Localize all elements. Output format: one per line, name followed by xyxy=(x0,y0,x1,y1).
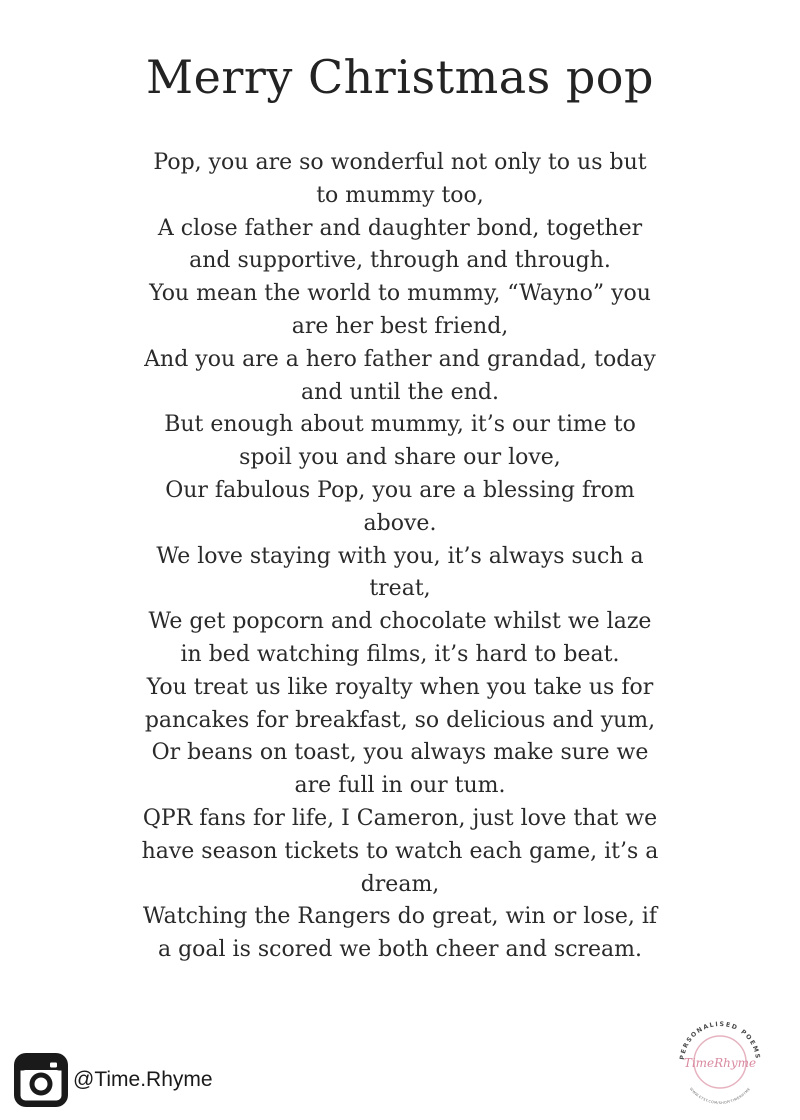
poem-line: pancakes for breakfast, so delicious and yum, xyxy=(144,707,656,733)
poem-line: And you are a hero father and grandad, today xyxy=(144,346,656,372)
poem-line: to mummy too, xyxy=(316,182,484,208)
poem-line: a goal is scored we both cheer and scream. xyxy=(157,937,643,963)
poem-body xyxy=(120,147,680,967)
poem-line: We love staying with you, it’s always such a xyxy=(156,543,644,569)
poem-line: QPR fans for life, I Cameron, just love that we xyxy=(142,805,658,831)
stamp-ring-bottom: WWW.ETSY.COM/SHOP/TIMERHYME xyxy=(688,1086,752,1106)
svg-text:WWW.ETSY.COM/SHOP/TIMERHYME xyxy=(689,1087,751,1105)
poem-line: Pop, you are so wonderful not only to us but xyxy=(153,150,647,175)
instagram-icon xyxy=(12,1051,70,1109)
instagram-handle: @Time.Rhyme xyxy=(73,1068,213,1091)
stamp-ring-top: PERSONALISED POEMS xyxy=(678,1020,762,1061)
poem-line: You mean the world to mummy, “Wayno” you xyxy=(149,281,651,307)
poem-line: treat, xyxy=(369,576,431,602)
svg-text:PERSONALISED POEMS xyxy=(679,1021,761,1060)
poem-line: spoil you and share our love, xyxy=(239,445,561,471)
poem-line: A close father and daughter bond, together xyxy=(157,215,643,241)
poem-line: above. xyxy=(363,510,437,536)
poem-line: Our fabulous Pop, you are a blessing from xyxy=(165,477,635,503)
poem-line: are full in our tum. xyxy=(294,773,506,799)
social-handle xyxy=(12,1050,213,1110)
poem-line: have season tickets to watch each game, it’s a xyxy=(141,838,659,864)
poem-line: and supportive, through and through. xyxy=(189,248,611,274)
poem-line: You treat us like royalty when you take us for xyxy=(146,674,654,700)
personalised-poems-stamp xyxy=(668,1010,772,1114)
poem-line: in bed watching films, it’s hard to beat. xyxy=(180,641,620,667)
poem-line: dream, xyxy=(360,871,440,897)
poem-line: Or beans on toast, you always make sure we xyxy=(151,740,649,766)
poem-line: But enough about mummy, it’s our time to xyxy=(164,412,636,438)
poem-line: are her best friend, xyxy=(291,313,509,339)
poem-line: We get popcorn and chocolate whilst we laze xyxy=(148,609,652,635)
poem-line: Watching the Rangers do great, win or lose, if xyxy=(142,904,658,930)
stamp-script-text: TimeRhyme xyxy=(683,1056,757,1070)
poem-line: and until the end. xyxy=(301,379,499,405)
poem-title: Merry Christmas pop xyxy=(146,50,654,104)
